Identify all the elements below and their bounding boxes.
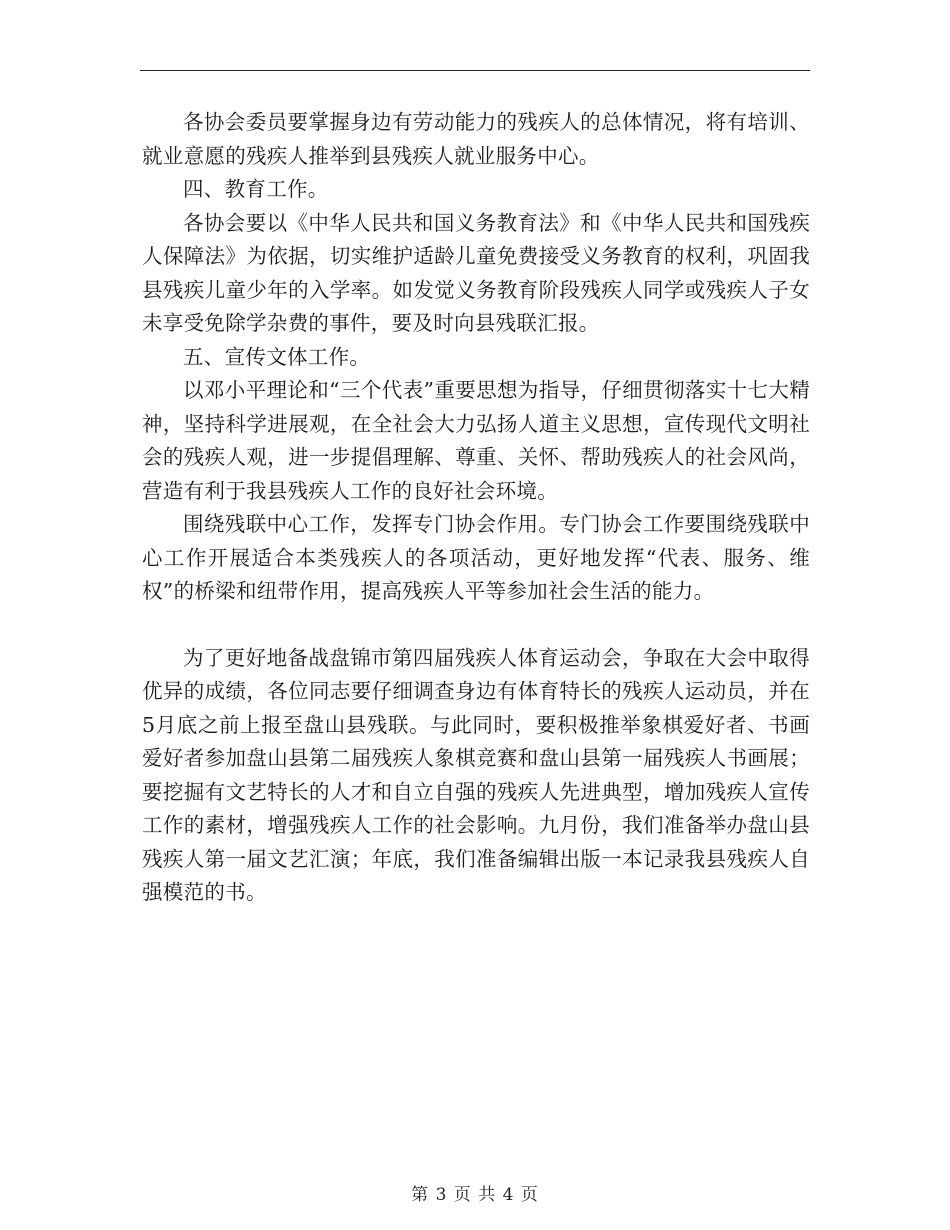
paragraph-association-role: 围绕残联中心工作，发挥专门协会作用。专门协会工作要围绕残联中心工作开展适合本类残疾人的各项活动，更好地发挥“代表、服务、维权”的桥梁和纽带作用，提高残疾人平等参加社会生活的能力。	[142, 512, 810, 603]
heading-publicity-culture-sports: 五、宣传文体工作。	[183, 344, 371, 369]
paragraph-sports-games: 为了更好地备战盘锦市第四届残疾人体育运动会，争取在大会中取得优异的成绩，各位同志要仔细调查身边有体育特长的残疾人运动员，并在5月底之前上报至盘山县残联。与此同时，要积极推举象棋爱好者、书画爱好者参加盘山县第二届残疾人象棋竞赛和盘山县第一届残疾人书画展；要挖掘有文艺特长的人才和自立自强的残疾人先进典型，增加残疾人宣传工作的素材，增强残疾人工作的社会影响。九月份，我们准备举办盘山县残疾人第一届文艺汇演；年底，我们准备编辑出版一本记录我县残疾人自强模范的书。	[142, 645, 810, 904]
header-rule	[140, 70, 810, 71]
heading-education-work: 四、教育工作。	[183, 177, 329, 201]
paragraph-publicity: 以邓小平理论和“三个代表”重要思想为指导，仔细贯彻落实十七大精神，坚持科学进展观，在全社会大力弘扬人道主义思想，宣传现代文明社会的残疾人观，进一步提倡理解、尊重、关怀、帮助残疾人的社会风尚，营造有利于我县残疾人工作的良好社会环境。	[142, 378, 810, 503]
paragraph-employment-referral: 各协会委员要掌握身边有劳动能力的残疾人的总体情况，将有培训、就业意愿的残疾人推举到县残疾人就业服务中心。	[142, 110, 810, 168]
document-body	[142, 106, 810, 910]
paragraph-education: 各协会要以《中华人民共和国义务教育法》和《中华人民共和国残疾人保障法》为依据，切实维护适龄儿童免费接受义务教育的权利，巩固我县残疾儿童少年的入学率。如发觉义务教育阶段残疾人同学或残疾人子女未享受免除学杂费的事件，要及时向县残联汇报。	[142, 210, 810, 335]
page-number: 第 3 页 共 4 页	[411, 1185, 539, 1205]
